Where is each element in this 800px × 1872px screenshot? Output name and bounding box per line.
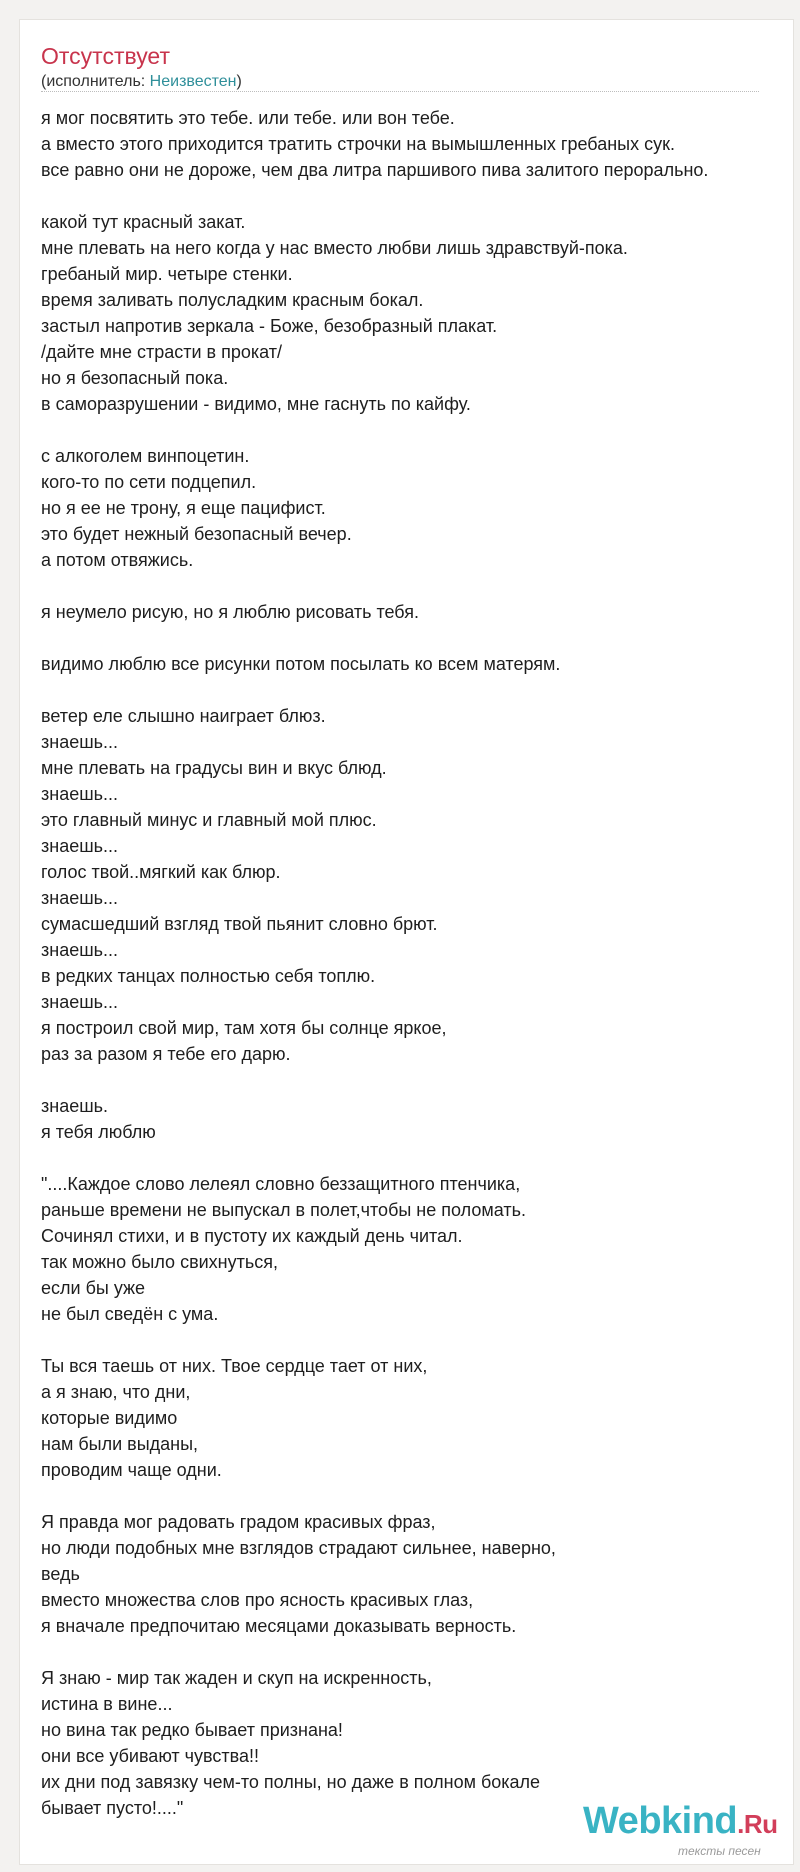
lyric-line: застыл напротив зеркала - Боже, безобразный плакат. xyxy=(41,316,498,336)
logo-wordmark xyxy=(583,1802,778,1843)
lyrics-body xyxy=(41,105,800,1847)
lyric-line: голос твой..мягкий как блюр. xyxy=(41,862,281,882)
logo-tld: .Ru xyxy=(737,1809,778,1839)
lyric-line: ведь xyxy=(41,1564,80,1584)
lyric-line: бывает пусто!...." xyxy=(41,1798,184,1818)
lyric-line: Я знаю - мир так жаден и скуп на искренность, xyxy=(41,1668,432,1688)
artist-suffix: ) xyxy=(236,73,242,90)
lyric-line: в редких танцах полностью себя топлю. xyxy=(41,966,376,986)
lyric-line: но люди подобных мне взглядов страдают сильнее, наверно, xyxy=(41,1538,556,1558)
lyric-line: не был сведён с ума. xyxy=(41,1304,219,1324)
lyric-line: мне плевать на него когда у нас вместо любви лишь здравствуй-пока. xyxy=(41,238,628,258)
lyric-line: которые видимо xyxy=(41,1408,178,1428)
lyrics-stanza xyxy=(41,1353,800,1483)
lyric-line: знаешь. xyxy=(41,1096,109,1116)
lyric-line: знаешь... xyxy=(41,888,119,908)
lyrics-stanza xyxy=(41,1171,800,1327)
lyrics-stanza xyxy=(41,703,800,1067)
logo-tagline: тексты песен xyxy=(678,1844,761,1858)
lyric-line: так можно было свихнуться, xyxy=(41,1252,278,1272)
lyric-line: вместо множества слов про ясность красивых глаз, xyxy=(41,1590,474,1610)
lyric-line: Сочинял стихи, и в пустоту их каждый день читал. xyxy=(41,1226,463,1246)
lyrics-stanza xyxy=(41,443,800,573)
lyric-line: я неумело рисую, но я люблю рисовать тебя. xyxy=(41,602,419,622)
lyric-line: ветер еле слышно наиграет блюз. xyxy=(41,706,326,726)
lyric-line: проводим чаще одни. xyxy=(41,1460,222,1480)
lyric-line: какой тут красный закат. xyxy=(41,212,246,232)
lyrics-stanza xyxy=(41,1665,800,1821)
lyrics-stanza xyxy=(41,105,800,183)
lyric-line: если бы уже xyxy=(41,1278,146,1298)
artist-prefix: (исполнитель: xyxy=(41,73,150,90)
lyric-line: это главный минус и главный мой плюс. xyxy=(41,810,377,830)
lyric-line: "....Каждое слово лелеял словно беззащитного птенчика, xyxy=(41,1174,521,1194)
lyrics-stanza xyxy=(41,1093,800,1145)
lyric-line: знаешь... xyxy=(41,992,119,1012)
lyric-line: а потом отвяжись. xyxy=(41,550,194,570)
lyric-line: в саморазрушении - видимо, мне гаснуть по кайфу. xyxy=(41,394,471,414)
lyric-line: /дайте мне страсти в прокат/ xyxy=(41,342,282,362)
artist-link[interactable]: Неизвестен xyxy=(149,73,237,90)
lyric-line: знаешь... xyxy=(41,732,119,752)
lyric-line: это будет нежный безопасный вечер. xyxy=(41,524,352,544)
song-title: Отсутствует xyxy=(41,43,170,69)
lyric-line: Ты вся таешь от них. Твое сердце тает от них, xyxy=(41,1356,428,1376)
lyric-line: я мог посвятить это тебе. или тебе. или вон тебе. xyxy=(41,108,455,128)
lyric-line: знаешь... xyxy=(41,784,119,804)
lyric-line: видимо люблю все рисунки потом посылать ко всем матерям. xyxy=(41,654,561,674)
lyric-line: а я знаю, что дни, xyxy=(41,1382,191,1402)
lyrics-stanza xyxy=(41,209,800,417)
lyric-line: раньше времени не выпускал в полет,чтобы не поломать. xyxy=(41,1200,526,1220)
lyric-line: Я правда мог радовать градом красивых фраз, xyxy=(41,1512,436,1532)
artist-line xyxy=(41,73,242,91)
lyrics-stanza xyxy=(41,1509,800,1639)
lyric-line: а вместо этого приходится тратить строчки на вымышленных гребаных сук. xyxy=(41,134,675,154)
lyric-line: они все убивают чувства!! xyxy=(41,1746,260,1766)
lyric-line: нам были выданы, xyxy=(41,1434,199,1454)
lyrics-stanza xyxy=(41,599,800,625)
lyric-line: время заливать полусладким красным бокал. xyxy=(41,290,424,310)
lyric-line: с алкоголем винпоцетин. xyxy=(41,446,250,466)
lyric-line: но я ее не трону, я еще пацифист. xyxy=(41,498,326,518)
lyric-line: знаешь... xyxy=(41,836,119,856)
title-divider xyxy=(41,91,759,92)
logo-brand: Webkind xyxy=(583,1800,738,1842)
lyric-line: все равно они не дороже, чем два литра паршивого пива залитого перорально. xyxy=(41,160,709,180)
lyric-line: я вначале предпочитаю месяцами доказывать верность. xyxy=(41,1616,517,1636)
lyric-line: сумасшедший взгляд твой пьянит словно брют. xyxy=(41,914,438,934)
lyric-line: истина в вине... xyxy=(41,1694,173,1714)
lyric-line: знаешь... xyxy=(41,940,119,960)
lyrics-stanza xyxy=(41,651,800,677)
lyric-line: раз за разом я тебе его дарю. xyxy=(41,1044,291,1064)
lyric-line: я построил свой мир, там хотя бы солнце яркое, xyxy=(41,1018,447,1038)
lyric-line: их дни под завязку чем-то полны, но даже в полном бокале xyxy=(41,1772,541,1792)
lyric-line: я тебя люблю xyxy=(41,1122,156,1142)
lyric-line: мне плевать на градусы вин и вкус блюд. xyxy=(41,758,387,778)
lyric-line: но я безопасный пока. xyxy=(41,368,229,388)
lyric-line: кого-то по сети подцепил. xyxy=(41,472,257,492)
lyric-line: гребаный мир. четыре стенки. xyxy=(41,264,293,284)
lyric-line: но вина так редко бывает признана! xyxy=(41,1720,343,1740)
